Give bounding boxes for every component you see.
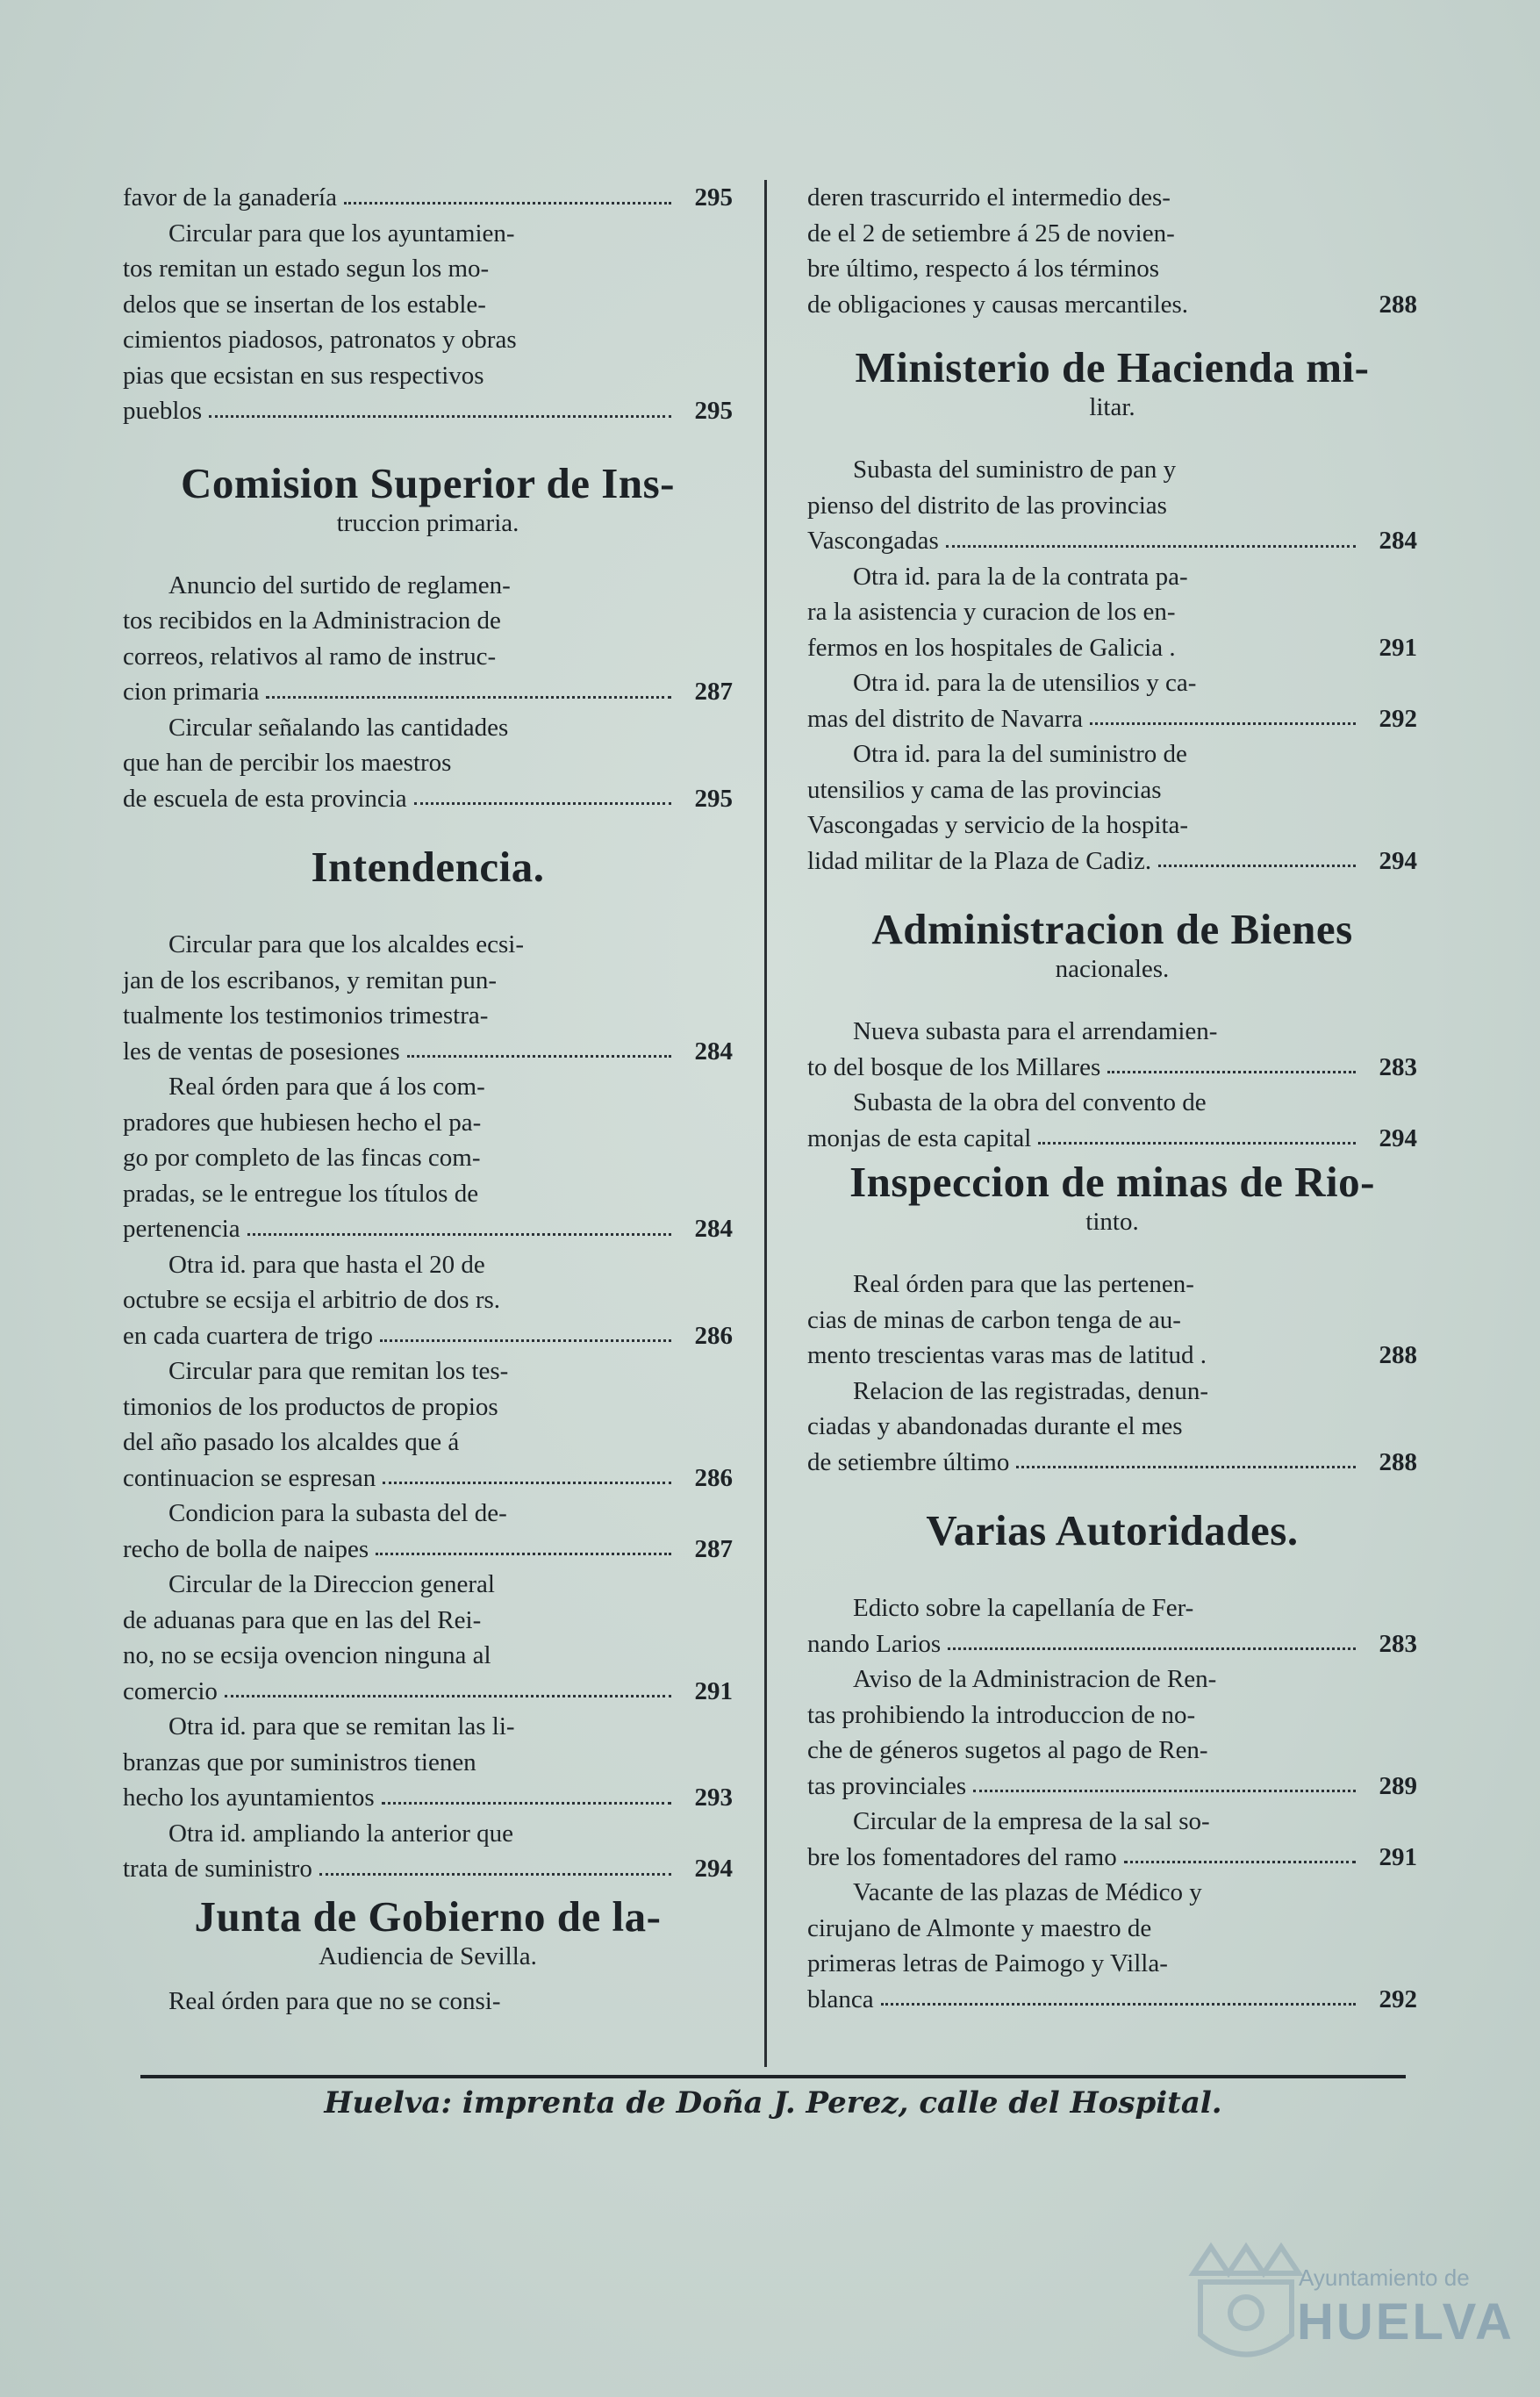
page-number: 288 <box>1379 1447 1417 1476</box>
page-number: 289 <box>1379 1771 1417 1800</box>
index-entry: Otra id. para la de utensilios y ca- mas del distrito de Navarra 292 <box>807 665 1417 736</box>
right-column <box>807 180 1417 2017</box>
index-entry: Circular de la empresa de la sal so- bre los fomentadores del ramo 291 <box>807 1804 1417 1875</box>
section-title: Junta de Gobierno de la- <box>194 1891 662 1941</box>
page-number: 295 <box>694 183 733 212</box>
page-number: 284 <box>694 1037 733 1066</box>
page-number: 295 <box>694 784 733 813</box>
index-entry: Otra id. ampliando la anterior que trata de suministro 294 <box>123 1816 733 1887</box>
section-title: Inspeccion de minas de Rio- <box>849 1158 1375 1206</box>
index-entry: Relacion de las registradas, denun- ciadas y abandonadas durante el mes de setiembre último 288 <box>807 1374 1417 1481</box>
page-number: 294 <box>694 1855 733 1883</box>
index-entry: Circular para que los ayuntamien- tos remitan un estado segun los mo- delos que se insertan de los estable- cimientos piadosos, patronatos y obras pias que ecsistan en sus respectivos pueblos 295 <box>123 216 733 429</box>
page-number: 294 <box>1379 1123 1417 1152</box>
page-number: 287 <box>694 678 733 706</box>
index-entry: Otra id. para que hasta el 20 de octubre se ecsija el arbitrio de dos rs. en cada cuartera de trigo 286 <box>123 1247 733 1354</box>
page-number: 291 <box>1379 633 1417 662</box>
section-subtitle: litar. <box>1089 393 1135 421</box>
index-entry: Otra id. para la del suministro de utensilios y cama de las provincias Vascongadas y servicio de la hospita- lidad militar de la Plaza de Cadiz. 294 <box>807 736 1417 879</box>
index-entry: Edicto sobre la capellanía de Fer- nando Larios 283 <box>807 1590 1417 1661</box>
index-entry: Real órden para que no se consi- <box>168 1986 501 2015</box>
index-entry: Subasta de la obra del convento de monjas de esta capital 294 <box>807 1085 1417 1156</box>
index-entry: Nueva subasta para el arrendamien- to del bosque de los Millares 283 <box>807 1014 1417 1085</box>
index-entry: Otra id. para la de la contrata pa- ra la asistencia y curacion de los en- fermos en los hospitales de Galicia . 291 <box>807 559 1417 666</box>
section-title: Administracion de Bienes <box>871 905 1353 953</box>
section-title: Ministerio de Hacienda mi- <box>855 343 1370 391</box>
page-number: 291 <box>1379 1842 1417 1871</box>
page-number: 295 <box>694 397 733 425</box>
index-entry: favor de la ganadería 295 <box>123 180 733 216</box>
watermark-line1: Ayuntamiento de <box>1299 2264 1470 2291</box>
index-entry: Otra id. para que se remitan las li- branzas que por suministros tienen hecho los ayuntamientos 293 <box>123 1709 733 1816</box>
page-number: 294 <box>1379 846 1417 875</box>
page-number: 283 <box>1379 1052 1417 1081</box>
index-entry: deren trascurrido el intermedio des- de el 2 de setiembre á 25 de novien- bre último, respecto á los términos de obligaciones y causas mercantiles. 288 <box>807 180 1417 322</box>
page-number: 286 <box>694 1321 733 1350</box>
index-entry: Subasta del suministro de pan y pienso del distrito de las provincias Vascongadas 284 <box>807 452 1417 559</box>
page-number: 284 <box>694 1215 733 1243</box>
section-title: Comision Superior de Ins- <box>181 458 675 507</box>
page-number: 292 <box>1379 704 1417 733</box>
section-title: Intendencia. <box>311 843 545 891</box>
page-number: 288 <box>1379 1341 1417 1369</box>
page-number: 287 <box>694 1534 733 1563</box>
index-entry: Condicion para la subasta del de- recho de bolla de naipes 287 <box>123 1496 733 1567</box>
index-entry: Aviso de la Administracion de Ren- tas prohibiendo la introduccion de no- che de géneros sugetos al pago de Ren- tas provinciales 289 <box>807 1661 1417 1804</box>
watermark-line2: HUELVA <box>1297 2293 1515 2350</box>
imprint-footer: Huelva: imprenta de Doña J. Perez, calle del Hospital. <box>324 2085 1222 2121</box>
index-entry: Vacante de las plazas de Médico y cirujano de Almonte y maestro de primeras letras de Paimogo y Villa- blanca 292 <box>807 1875 1417 2017</box>
index-entry: Real órden para que á los com- pradores que hubiesen hecho el pa- go por completo de las fincas com- pradas, se le entregue los títulos de pertenencia 284 <box>123 1069 733 1247</box>
left-column <box>123 180 733 2019</box>
section-title: Varias Autoridades. <box>926 1506 1299 1554</box>
index-entry: Circular para que remitan los tes- timonios de los productos de propios del año pasado los alcaldes que á continuacion se espresan 286 <box>123 1353 733 1496</box>
page-number: 284 <box>1379 527 1417 555</box>
index-entry: Circular señalando las cantidades que han de percibir los maestros de escuela de esta provincia 295 <box>123 710 733 817</box>
column-divider <box>764 180 767 2067</box>
footer-rule <box>140 2075 1406 2078</box>
page-number: 293 <box>694 1783 733 1812</box>
index-entry: Circular para que los alcaldes ecsi- jan de los escribanos, y remitan pun- tualmente los testimonios trimestra- les de ventas de posesiones 284 <box>123 927 733 1069</box>
section-subtitle: Audiencia de Sevilla. <box>319 1941 537 1970</box>
page-number: 283 <box>1379 1629 1417 1658</box>
section-subtitle: nacionales. <box>1055 955 1170 983</box>
page-number: 292 <box>1379 1984 1417 2013</box>
section-subtitle: tinto. <box>1085 1208 1139 1236</box>
page-number: 291 <box>694 1676 733 1705</box>
index-entry: Circular de la Direccion general de aduanas para que en las del Rei- no, no se ecsija ovencion ninguna al comercio 291 <box>123 1567 733 1709</box>
index-entry: Anuncio del surtido de reglamen- tos recibidos en la Administracion de correos, relativos al ramo de instruc- cion primaria 287 <box>123 568 733 710</box>
page-number: 288 <box>1379 290 1417 319</box>
section-subtitle: truccion primaria. <box>336 508 519 537</box>
page-number: 286 <box>694 1463 733 1492</box>
index-entry: Real órden para que las pertenen- cias de minas de carbon tenga de au- mento trescientas varas mas de latitud . 288 <box>807 1267 1417 1374</box>
